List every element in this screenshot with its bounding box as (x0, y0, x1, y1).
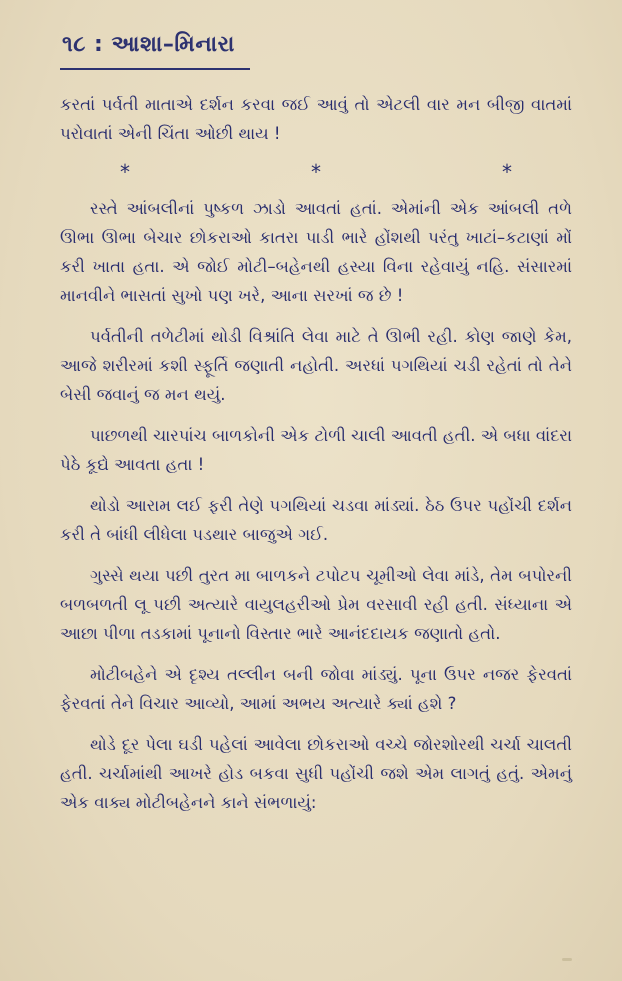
paragraph: મોટીબહેને એ દૃશ્ય તલ્લીન બની જોવા માંડ્યું. પૂના ઉપર નજર ફેરવતાં ફેરવતાં તેને વિચાર આવ્યો, આમાં અભય અત્યારે ક્યાં હશે ? (60, 665, 572, 713)
page-body (60, 90, 572, 829)
section-separator (60, 160, 572, 184)
separator-star: * (120, 160, 130, 184)
paragraph: રસ્તે આંબલીનાં પુષ્કળ ઝાડો આવતાં હતાં. એમાંની એક આંબલી તળે ઊભા ઊભા બેચાર છોકરાઓ કાતરા પાડી ભારે હોંશથી પરંતુ ખાટાં–કટાણાં મોં કરી ખાતા હતા. એ જોઈ મોટી–બહેનથી હસ્યા વિના રહેવાયું નહિ. સંસારમાં માનવીને ભાસતાં સુખો પણ ખરે, આના સરખાં જ છે ! (60, 199, 572, 305)
separator-star: * (311, 160, 321, 184)
header-underline (60, 68, 250, 70)
opening-paragraph: કરતાં પર્વતી માતાએ દર્શન કરવા જઈ આવું તો એટલી વાર મન બીજી વાતમાં પરોવાતાં એની ચિંતા ઓછી થાય ! (60, 95, 572, 143)
paragraph: પર્વતીની તળેટીમાં થોડી વિશ્રાંતિ લેવા માટે તે ઊભી રહી. કોણ જાણે કેમ, આજે શરીરમાં કશી સ્ફૂર્તિ જણાતી નહોતી. અરધાં પગથિયાં ચડી રહેતાં તો તેને બેસી જવાનું જ મન થયું. (60, 327, 572, 404)
page-mark (562, 958, 572, 961)
paragraph: ગુસ્સે થયા પછી તુરત મા બાળકને ટપોટપ ચૂમીઓ લેવા માંડે, તેમ બપોરની બળબળતી લૂ પછી અત્યારે વાયુલહરીઓ પ્રેમ વરસાવી રહી હતી. સંધ્યાના એ આછા પીળા તડકામાં પૂનાનો વિસ્તાર ભારે આનંદદાયક જણાતો હતો. (60, 566, 572, 643)
paragraph: પાછળથી ચારપાંચ બાળકોની એક ટોળી ચાલી આવતી હતી. એ બધા વાંદરા પેઠે કૂદ્યે આવતા હતા ! (60, 426, 572, 474)
paragraph: થોડો આરામ લઈ ફરી તેણે પગથિયાં ચડવા માંડ્યાં. ઠેઠ ઉપર પહોંચી દર્શન કરી તે બાંધી લીધેલા પડથાર બાજુએ ગઈ. (60, 496, 572, 544)
separator-star: * (502, 160, 512, 184)
paragraph: થોડે દૂર પેલા ઘડી પહેલાં આવેલા છોકરાઓ વચ્ચે જોરશોરથી ચર્ચા ચાલતી હતી. ચર્ચામાંથી આખરે હોડ બકવા સુધી પહોંચી જશે એમ લાગતું હતું. એમનું એક વાક્ય મોટીબહેનને કાને સંભળાયું: (60, 735, 572, 812)
page-header-title: ૧૮ : આશા–મિનારા (62, 32, 235, 57)
